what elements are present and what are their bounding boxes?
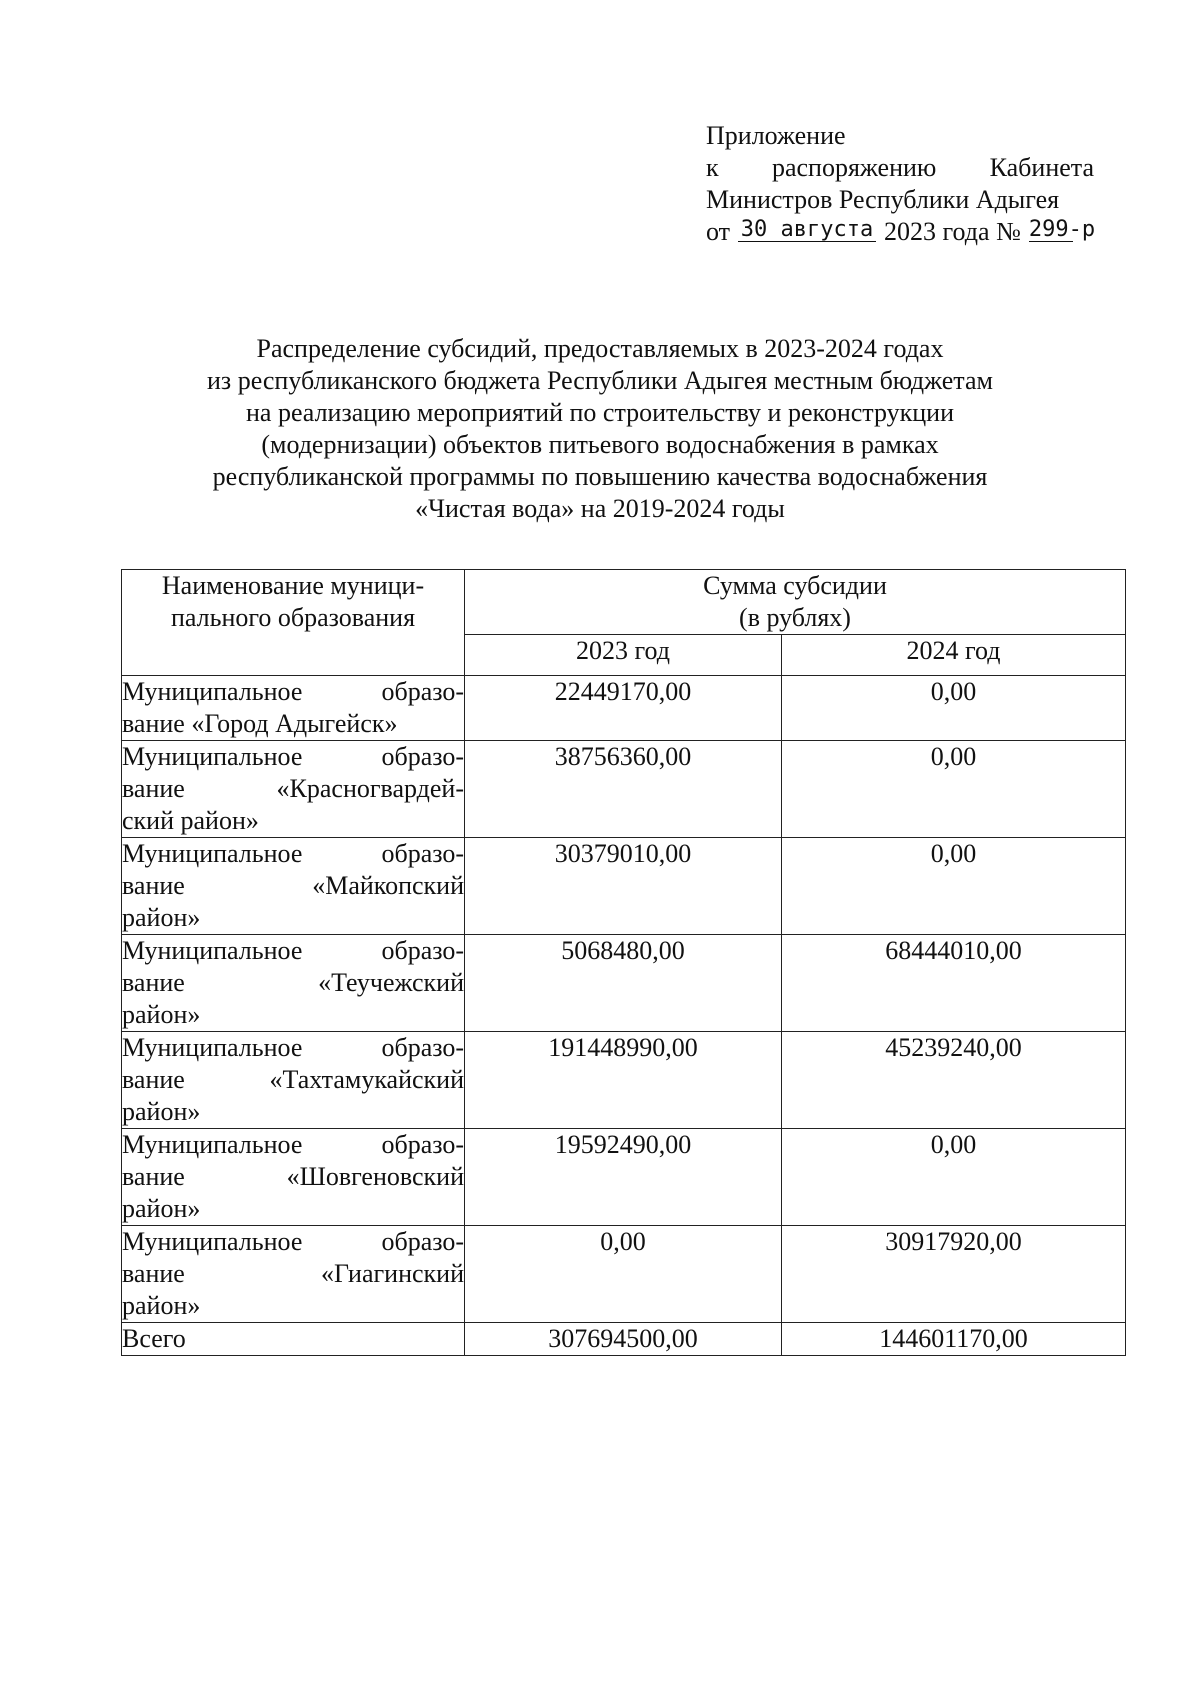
document-title — [150, 333, 1050, 525]
total-2024: 144601170,00 — [781, 1323, 1125, 1356]
municipality-name-line — [122, 1064, 464, 1096]
appendix-line-2 — [706, 152, 1094, 184]
handwritten-date: 30 августа — [738, 219, 876, 242]
name-fragment: Муниципальное — [122, 1033, 303, 1062]
amount-2023: 0,00 — [465, 1226, 782, 1323]
title-line: «Чистая вода» на 2019-2024 годы — [415, 494, 785, 523]
appendix-block — [706, 120, 1094, 248]
municipality-name-line — [122, 1161, 464, 1193]
name-fragment: Муниципальное — [122, 839, 303, 868]
date-prefix: от — [706, 217, 731, 246]
header-sum-line: Сумма субсидии — [703, 571, 887, 600]
name-fragment: вание — [122, 774, 185, 803]
municipality-name-line — [122, 1193, 464, 1225]
municipality-name-line — [122, 741, 464, 773]
amount-2023: 19592490,00 — [465, 1129, 782, 1226]
municipality-name-line — [122, 805, 464, 837]
municipality-name-line — [122, 1290, 464, 1322]
municipality-name — [122, 838, 465, 935]
appendix-date-line — [706, 216, 1094, 248]
name-fragment: вание «Город Адыгейск» — [122, 709, 398, 738]
municipality-name-line — [122, 967, 464, 999]
amount-2024: 30917920,00 — [781, 1226, 1125, 1323]
name-fragment: образо- — [381, 1033, 465, 1062]
amount-2023: 191448990,00 — [465, 1032, 782, 1129]
name-fragment: ский район» — [122, 806, 259, 835]
title-line: на реализацию мероприятий по строительству и реконструкции — [245, 398, 954, 427]
table-row — [122, 1032, 1126, 1129]
title-line: Распределение субсидий, предоставляемых в 2023-2024 годах — [256, 334, 944, 363]
name-fragment: вание — [122, 968, 185, 997]
name-fragment: образо- — [381, 936, 465, 965]
appendix-line-3: Министров Республики Адыгея — [706, 185, 1060, 214]
name-fragment: район» — [122, 1000, 201, 1029]
municipality-name-line — [122, 838, 464, 870]
total-row — [122, 1323, 1126, 1356]
name-fragment: образо- — [381, 839, 465, 868]
subsidy-table — [121, 569, 1126, 1356]
municipality-name — [122, 1129, 465, 1226]
title-line: республиканской программы по повышению качества водоснабжения — [212, 462, 988, 491]
municipality-name-line — [122, 870, 464, 902]
amount-2023: 22449170,00 — [465, 676, 782, 741]
amount-2024: 68444010,00 — [781, 935, 1125, 1032]
amount-2023: 30379010,00 — [465, 838, 782, 935]
name-fragment: «Теучежский — [318, 968, 465, 997]
municipality-name-line — [122, 902, 464, 934]
header-municipality-line: пального образования — [170, 603, 416, 632]
table-row — [122, 1226, 1126, 1323]
amount-2023: 5068480,00 — [465, 935, 782, 1032]
name-fragment: «Тахтамукайский — [269, 1065, 465, 1094]
name-fragment: образо- — [381, 677, 465, 706]
municipality-name — [122, 1032, 465, 1129]
name-fragment: район» — [122, 1291, 201, 1320]
header-municipality — [122, 570, 465, 676]
header-subsidy-sum — [465, 570, 1126, 635]
name-fragment: Муниципальное — [122, 1130, 303, 1159]
handwritten-number: 299-р — [1028, 217, 1096, 242]
year-text: 2023 года № — [884, 217, 1021, 246]
title-line: (модернизации) объектов питьевого водоснабжения в рамках — [261, 430, 939, 459]
municipality-name-line — [122, 708, 464, 740]
name-fragment: вание — [122, 1259, 185, 1288]
municipality-name — [122, 676, 465, 741]
appendix-word: к — [706, 153, 719, 182]
municipality-name-line — [122, 1129, 464, 1161]
municipality-name-line — [122, 1258, 464, 1290]
municipality-name — [122, 1226, 465, 1323]
name-fragment: Муниципальное — [122, 1227, 303, 1256]
total-label: Всего — [122, 1323, 465, 1356]
table-row — [122, 676, 1126, 741]
appendix-title: Приложение — [706, 121, 846, 150]
amount-2024: 0,00 — [781, 1129, 1125, 1226]
amount-2024: 0,00 — [781, 838, 1125, 935]
municipality-name-line — [122, 1226, 464, 1258]
municipality-name — [122, 935, 465, 1032]
total-2023: 307694500,00 — [465, 1323, 782, 1356]
municipality-name-line — [122, 1096, 464, 1128]
municipality-name-line — [122, 935, 464, 967]
title-line: из республиканского бюджета Республики Адыгея местным бюджетам — [207, 366, 993, 395]
header-sum-line: (в рублях) — [739, 603, 851, 632]
name-fragment: вание — [122, 871, 185, 900]
municipality-name-line — [122, 999, 464, 1031]
table-row — [122, 1129, 1126, 1226]
name-fragment: образо- — [381, 742, 465, 771]
appendix-word: распоряжению — [771, 153, 937, 182]
name-fragment: вание — [122, 1162, 185, 1191]
name-fragment: Муниципальное — [122, 742, 303, 771]
name-fragment: район» — [122, 1097, 201, 1126]
name-fragment: образо- — [381, 1130, 465, 1159]
header-municipality-line: Наименование муници- — [161, 571, 425, 600]
amount-2024: 0,00 — [781, 741, 1125, 838]
name-fragment: «Шовгеновский — [286, 1162, 465, 1191]
name-fragment: «Красногвардей- — [276, 774, 465, 803]
municipality-name-line — [122, 676, 464, 708]
name-fragment: район» — [122, 1194, 201, 1223]
municipality-name-line — [122, 773, 464, 805]
name-fragment: «Гиагинский — [321, 1259, 465, 1288]
amount-2024: 45239240,00 — [781, 1032, 1125, 1129]
name-fragment: Муниципальное — [122, 677, 303, 706]
name-fragment: район» — [122, 903, 201, 932]
name-fragment: вание — [122, 1065, 185, 1094]
table-row — [122, 741, 1126, 838]
appendix-word: Кабинета — [989, 153, 1094, 182]
table-row — [122, 838, 1126, 935]
name-fragment: Муниципальное — [122, 936, 303, 965]
amount-2023: 38756360,00 — [465, 741, 782, 838]
table-row — [122, 935, 1126, 1032]
municipality-name — [122, 741, 465, 838]
header-year-2023: 2023 год — [465, 635, 782, 676]
amount-2024: 0,00 — [781, 676, 1125, 741]
name-fragment: «Майкопский — [312, 871, 465, 900]
header-year-2024: 2024 год — [781, 635, 1125, 676]
municipality-name-line — [122, 1032, 464, 1064]
name-fragment: образо- — [381, 1227, 465, 1256]
